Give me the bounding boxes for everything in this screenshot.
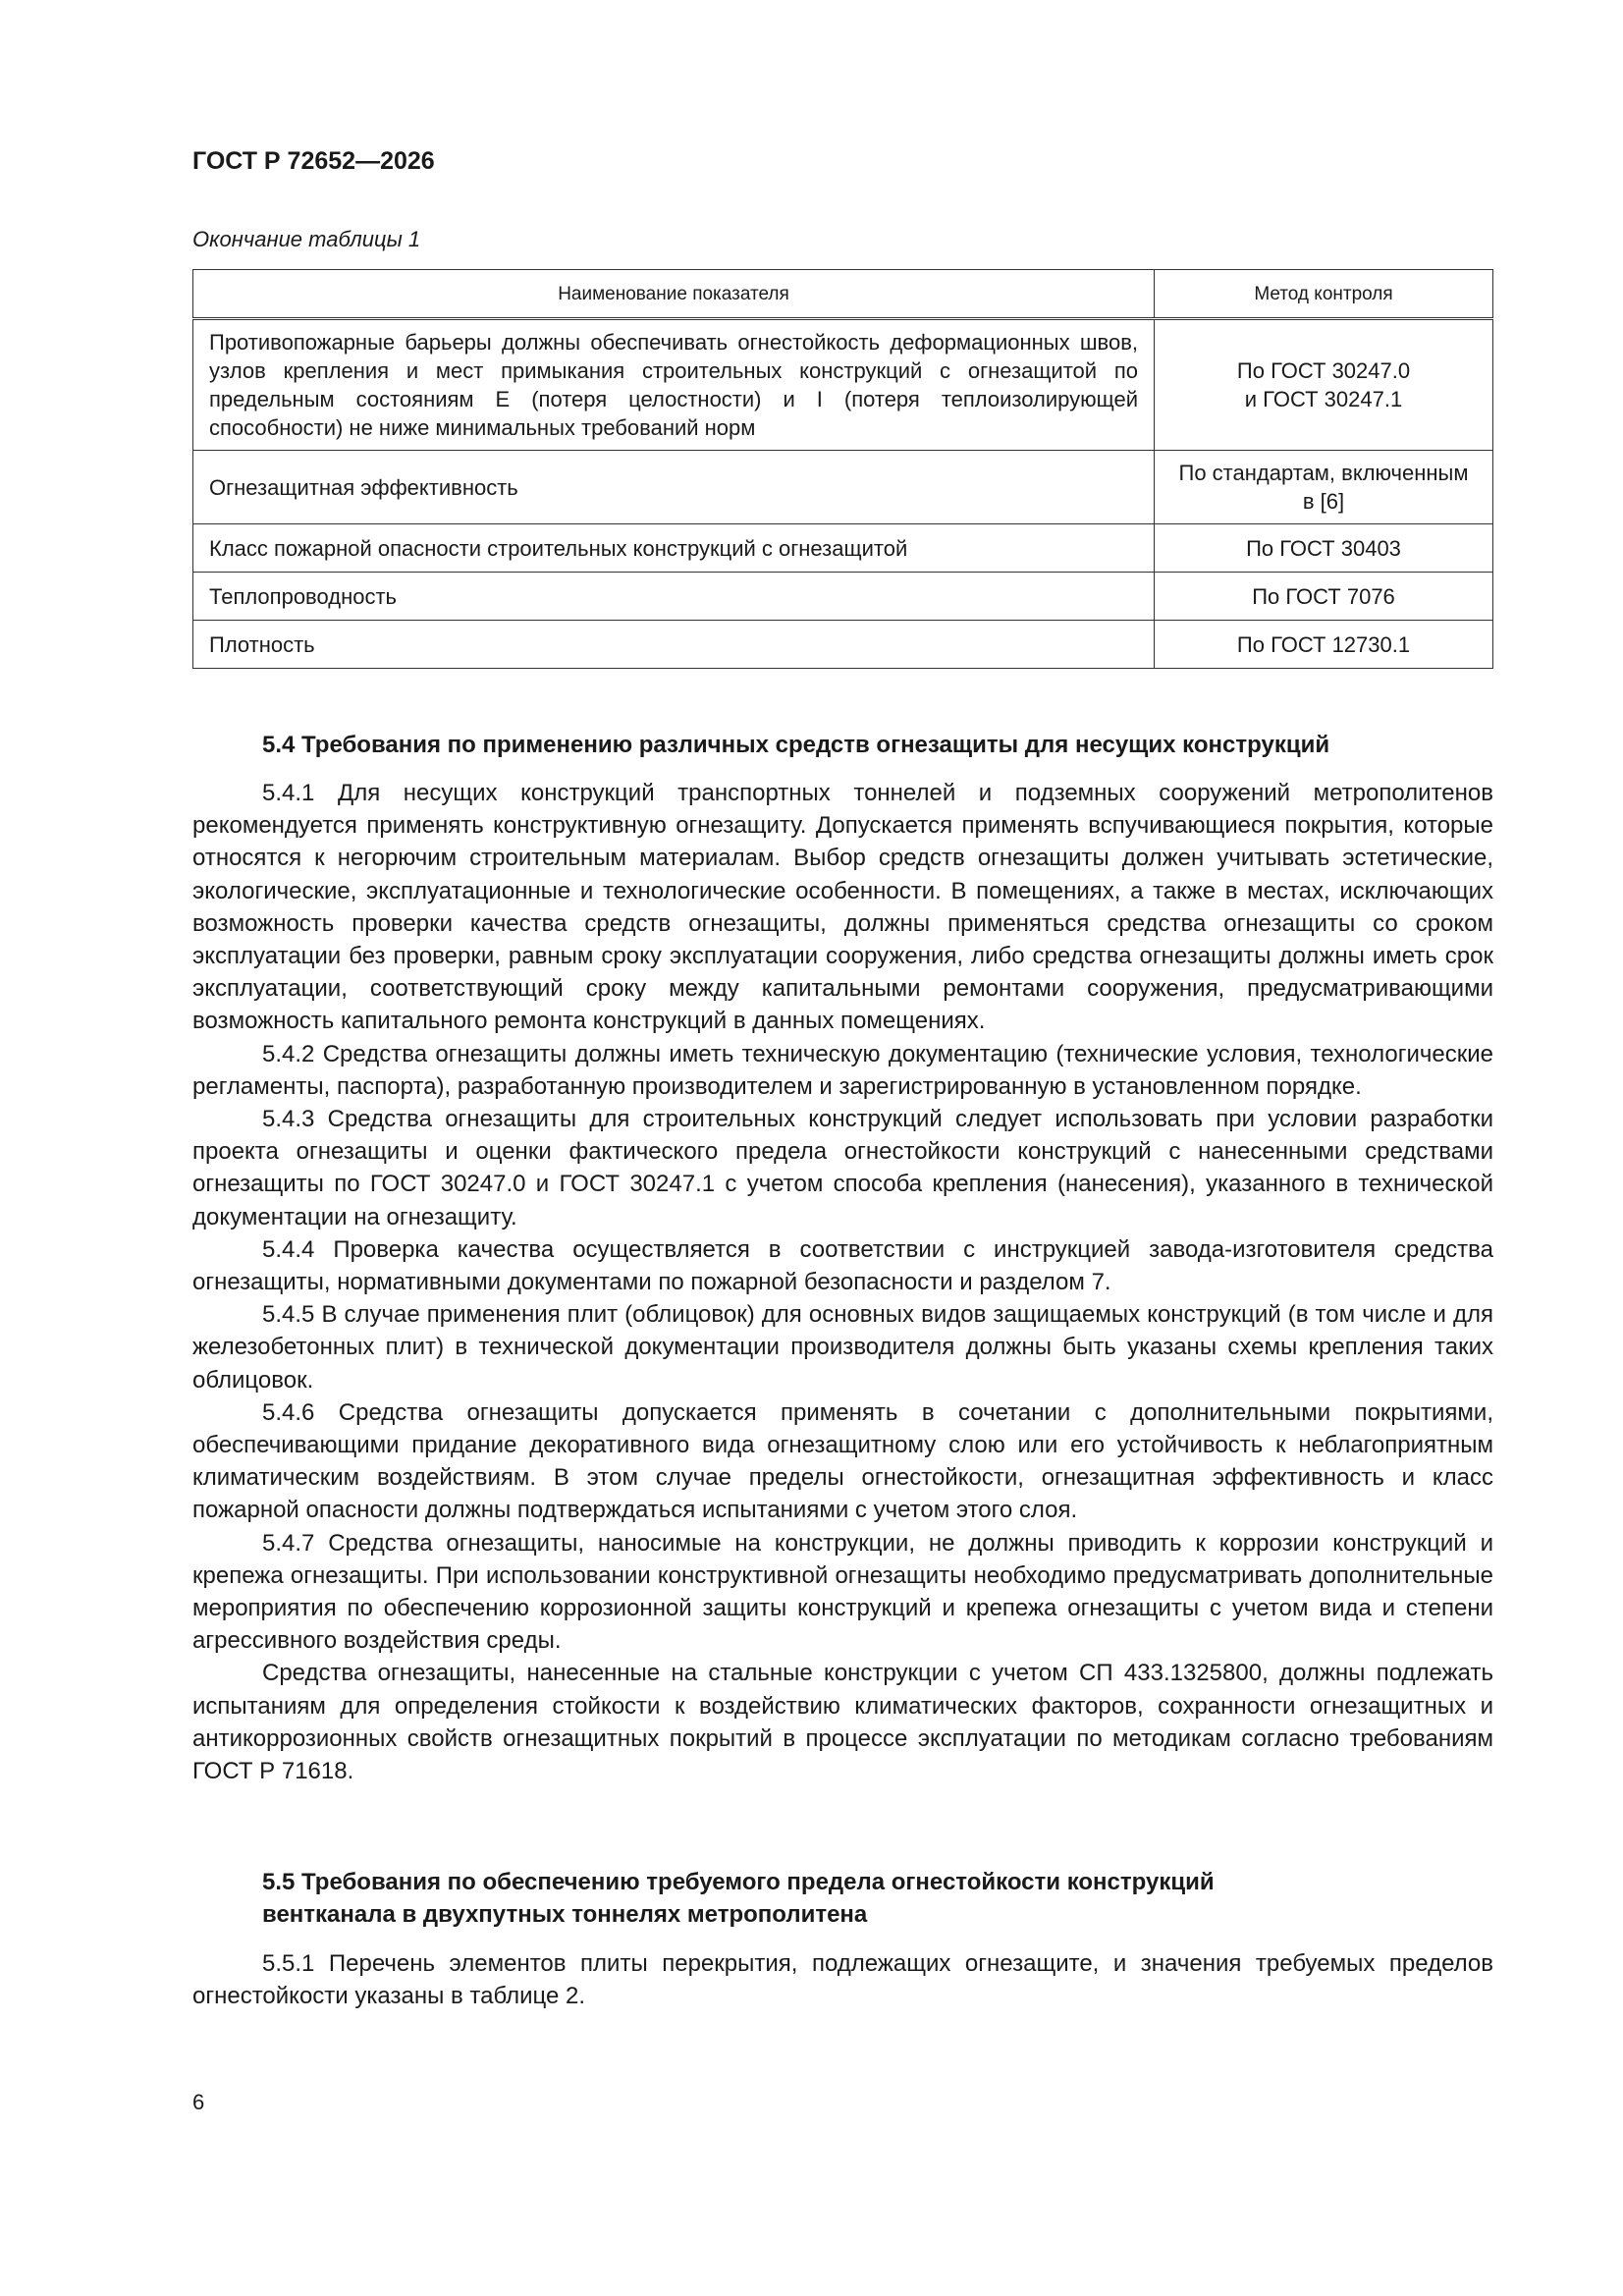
column-header-name: Наименование показателя — [193, 270, 1155, 319]
table-row — [193, 319, 1493, 451]
row-name-cell: Плотность — [193, 621, 1155, 669]
paragraph-5-4-2: 5.4.2 Средства огнезащиты должны иметь техническую документацию (технические условия, технологические регламенты, паспорта), разработанную производителем и зарегистрированную в установленном порядке. — [192, 1040, 1493, 1100]
section-5-5-body — [192, 1947, 1493, 2012]
row-method-cell: По ГОСТ 30403 — [1155, 524, 1493, 573]
table-row — [193, 573, 1493, 621]
row-name-cell: Класс пожарной опасности строительных конструкций с огнезащитой — [193, 524, 1155, 573]
paragraph-5-4-5: 5.4.5 В случае применения плит (облицовок) для основных видов защищаемых конструкций (в том числе и для железобетонных плит) в технической документации производителя должны быть указаны схемы крепления таких облицовок. — [192, 1301, 1493, 1394]
table-caption: Окончание таблицы 1 — [192, 227, 421, 251]
table-header-row — [193, 270, 1493, 319]
paragraph-5-4-7-continued: Средства огнезащиты, нанесенные на стальные конструкции с учетом СП 433.1325800, должны подлежать испытаниям для определения стойкости к воздействию климатических факторов, сохранности огнезащитных и антикоррозионных свойств огнезащитных покрытий в процессе эксплуатации по методикам согласно требованиям ГОСТ Р 71618. — [192, 1660, 1493, 1785]
paragraph-5-4-6: 5.4.6 Средства огнезащиты допускается применять в сочетании с дополнительными покрытиями, обеспечивающими придание декоративного вида огнезащитному слою или его устойчивость к неблагоприятным климатическим воздействиям. В этом случае пределы огнестойкости, огнезащитная эффективность и класс пожарной опасности должны подтверждаться испытаниями с учетом этого слоя. — [192, 1398, 1493, 1524]
section-heading-5-5-line2: вентканала в двухпутных тоннелях метрополитена — [262, 1901, 868, 1928]
row-name-cell: Огнезащитная эффективность — [193, 451, 1155, 524]
row-method-cell: По стандартам, включенным в [6] — [1155, 451, 1493, 524]
paragraph-5-4-3: 5.4.3 Средства огнезащиты для строительных конструкций следует использовать при условии разработки проекта огнезащиты и оценки фактического предела огнестойкости конструкций с нанесенными средствами огнезащиты по ГОСТ 30247.0 и ГОСТ 30247.1 с учетом способа крепления (нанесения), указанного в технической документации на огнезащиту. — [192, 1106, 1493, 1230]
row-name-cell: Теплопроводность — [193, 573, 1155, 621]
paragraph-5-5-1: 5.5.1 Перечень элементов плиты перекрытия, подлежащих огнезащите, и значения требуемых пределов огнестойкости указаны в таблице 2. — [192, 1950, 1493, 2010]
table-row — [193, 451, 1493, 524]
section-5-4-body — [192, 777, 1493, 1787]
row-method-cell: По ГОСТ 7076 — [1155, 573, 1493, 621]
paragraph-5-4-1: 5.4.1 Для несущих конструкций транспортных тоннелей и подземных сооружений метрополитенов рекомендуется применять конструктивную огнезащиту. Допускается применять вспучивающиеся покрытия, которые относятся к негорючим строительным материалам. Выбор средств огнезащиты должен учитывать эстетические, экологические, эксплуатационные и технологические особенности. В помещениях, а также в местах, исключающих возможность проверки качества средств огнезащиты, должны применяться средства огнезащиты со сроком эксплуатации без проверки, равным сроку эксплуатации сооружения, либо средства огнезащиты должны иметь срок эксплуатации, соответствующий сроку между капитальными ремонтами сооружения, предусматривающими возможность капитального ремонта конструкций в данных помещениях. — [192, 780, 1493, 1035]
row-name-cell: Противопожарные барьеры должны обеспечивать огнестойкость деформационных швов, узлов крепления и мест примыкания строительных конструкций с огнезащитой по предельным состояниям Е (потеря целостности) и I (потеря теплоизолирующей способности) не ниже минимальных требований норм — [193, 319, 1155, 451]
page-number: 6 — [192, 2090, 205, 2114]
row-method-cell: По ГОСТ 30247.0 и ГОСТ 30247.1 — [1155, 319, 1493, 451]
section-heading-5-5-line1: 5.5 Требования по обеспечению требуемого предела огнестойкости конструкций — [262, 1869, 1215, 1895]
section-heading-5-5 — [262, 1866, 1215, 1931]
requirements-table — [192, 269, 1493, 669]
table-row — [193, 524, 1493, 573]
table-row — [193, 621, 1493, 669]
section-heading-5-4: 5.4 Требования по применению различных средств огнезащиты для несущих конструкций — [262, 732, 1330, 758]
document-code: ГОСТ Р 72652—2026 — [192, 147, 435, 175]
column-header-method: Метод контроля — [1155, 270, 1493, 319]
paragraph-5-4-4: 5.4.4 Проверка качества осуществляется в соответствии с инструкцией завода-изготовителя средства огнезащиты, нормативными документами по пожарной безопасности и разделом 7. — [192, 1235, 1493, 1296]
row-method-cell: По ГОСТ 12730.1 — [1155, 621, 1493, 669]
paragraph-5-4-7: 5.4.7 Средства огнезащиты, наносимые на конструкции, не должны приводить к коррозии конструкций и крепежа огнезащиты. При использовании конструктивной огнезащиты необходимо предусматривать дополнительные мероприятия по обеспечению коррозионной защиты конструкций и крепежа огнезащиты с учетом вида и степени агрессивного воздействия среды. — [192, 1529, 1493, 1655]
